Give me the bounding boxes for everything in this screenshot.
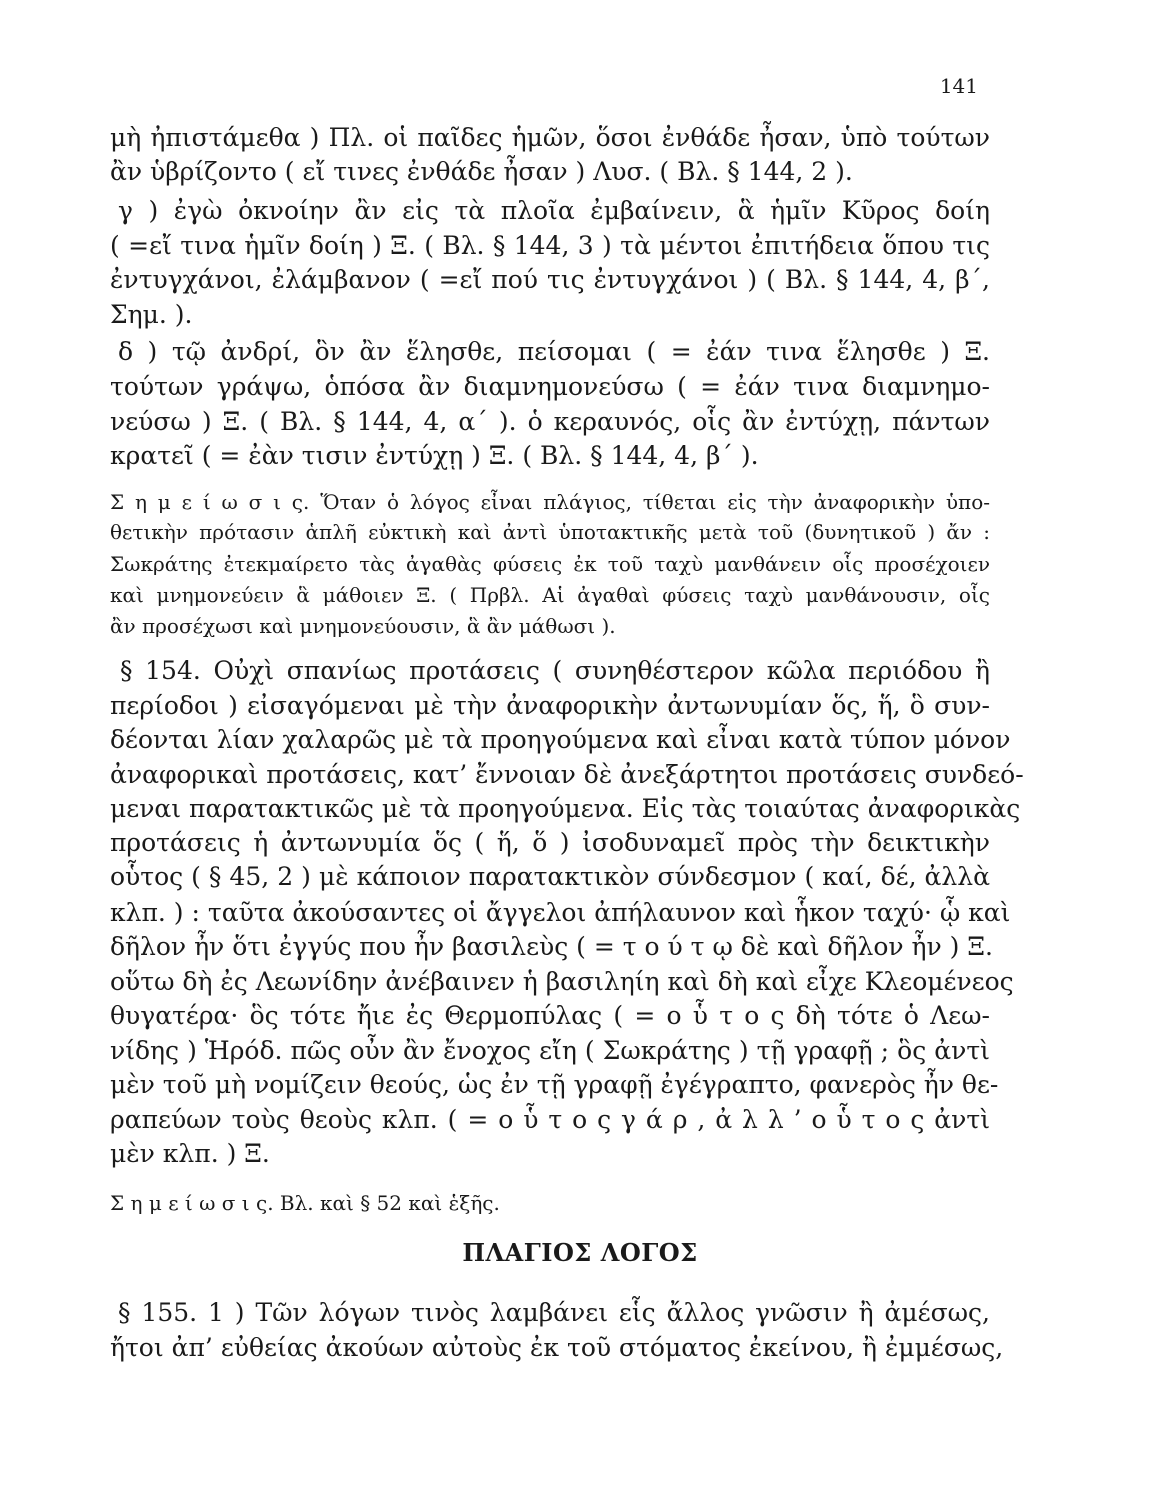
text-line: § 155. 1 ) Τῶν λόγων τινὸς λαμβάνει εἷς ἄλλος γνῶσιν ἢ ἀμέσως, bbox=[118, 1298, 990, 1327]
text-line: ἀναφορικαὶ προτάσεις, κατ’ ἔννοιαν δὲ ἀνεξάρτητοι προτάσεις συνδεό- bbox=[110, 760, 1024, 789]
text-line: δέονται λίαν χαλαρῶς μὲ τὰ προηγούμενα καὶ εἶναι κατὰ τύπον μόνον bbox=[110, 725, 1011, 754]
text-line: μεναι παρατακτικῶς μὲ τὰ προηγούμενα. Εἰς τὰς τοιαύτας ἀναφορικὰς bbox=[110, 794, 1021, 823]
text-line: ἂν ὑβρίζοντο ( εἴ τινες ἐνθάδε ἦσαν ) Λυσ. ( Βλ. § 144, 2 ). bbox=[110, 157, 853, 186]
note-line: θετικὴν πρότασιν ἁπλῆ εὐκτικὴ καὶ ἀντὶ ὑποτακτικῆς μετὰ τοῦ (δυνητικοῦ ) ἄν : bbox=[110, 520, 990, 544]
text-line: Σημ. ). bbox=[110, 300, 193, 329]
text-line: ( =εἴ τινα ἡμῖν δοίη ) Ξ. ( Βλ. § 144, 3 ) τὰ μέντοι ἐπιτήδεια ὅπου τις bbox=[110, 231, 990, 260]
text-line: δῆλον ἦν ὅτι ἐγγύς που ἦν βασιλεὺς ( = τ ο ύ τ ῳ δὲ καὶ δῆλον ἦν ) Ξ. bbox=[110, 932, 993, 961]
text-line: μὴ ἠπιστάμεθα ) Πλ. οἱ παῖδες ἡμῶν, ὅσοι ἐνθάδε ἦσαν, ὑπὸ τούτων bbox=[110, 123, 990, 152]
text-line: προτάσεις ἡ ἀντωνυμία ὅς ( ἥ, ὅ ) ἰσοδυναμεῖ πρὸς τὴν δεικτικὴν bbox=[110, 828, 990, 857]
section-heading: ΠΛΑΓΙΟΣ ΛΟΓΟΣ bbox=[462, 1238, 698, 1267]
note-line: ἂν προσέχωσι καὶ μνημονεύουσιν, ἃ ἂν μάθωσι ). bbox=[110, 614, 616, 638]
text-line: ἐντυγχάνοι, ἐλάμβανον ( =εἴ πού τις ἐντυγχάνοι ) ( Βλ. § 144, 4, β΄, bbox=[110, 265, 990, 294]
text-line: οὕτω δὴ ἐς Λεωνίδην ἀνέβαινεν ἡ βασιληίη καὶ δὴ καὶ εἶχε Κλεομένεος bbox=[110, 967, 1014, 996]
text-line: δ ) τῷ ἀνδρί, ὃν ἂν ἕλησθε, πείσομαι ( = ἐάν τινα ἕλησθε ) Ξ. bbox=[118, 337, 990, 366]
note-line: καὶ μνημονεύειν ἃ μάθοιεν Ξ. ( Πρβλ. Αἱ ἀγαθαὶ φύσεις ταχὺ μανθάνουσιν, οἷς bbox=[110, 583, 990, 607]
note-line: Σ η μ ε ί ω σ ι ς. Ὅταν ὁ λόγος εἶναι πλάγιος, τίθεται εἰς τὴν ἀναφορικὴν ὑπο- bbox=[110, 490, 990, 514]
text-line: νεύσω ) Ξ. ( Βλ. § 144, 4, α΄ ). ὁ κεραυνός, οἷς ἂν ἐντύχῃ, πάντων bbox=[110, 407, 990, 436]
text-line: περίοδοι ) εἰσαγόμεναι μὲ τὴν ἀναφορικὴν ἀντωνυμίαν ὅς, ἥ, ὃ συν- bbox=[110, 691, 990, 720]
text-line: θυγατέρα· ὃς τότε ἤιε ἐς Θερμοπύλας ( = ο ὗ τ ο ς δὴ τότε ὁ Λεω- bbox=[110, 1001, 990, 1030]
text-line: οὗτος ( § 45, 2 ) μὲ κάποιον παρατακτικὸν σύνδεσμον ( καί, δέ, ἀλλὰ bbox=[110, 862, 990, 891]
text-line: ραπεύων τοὺς θεοὺς κλπ. ( = ο ὗ τ ο ς γ ά ρ , ἀ λ λ ’ ο ὗ τ ο ς ἀντὶ bbox=[110, 1105, 990, 1134]
text-line: τούτων γράψω, ὁπόσα ἂν διαμνημονεύσω ( = ἐάν τινα διαμνημο- bbox=[110, 372, 990, 401]
text-line: μὲν τοῦ μὴ νομίζειν θεούς, ὡς ἐν τῇ γραφῇ ἐγέγραπτο, φανερὸς ἦν θε- bbox=[110, 1070, 999, 1099]
note-line: Σ η μ ε ί ω σ ι ς. Βλ. καὶ § 52 καὶ ἑξῆς. bbox=[110, 1191, 500, 1215]
text-line: γ ) ἐγὼ ὀκνοίην ἂν εἰς τὰ πλοῖα ἐμβαίνειν, ἃ ἡμῖν Κῦρος δοίη bbox=[118, 196, 990, 225]
text-line: κρατεῖ ( = ἐὰν τισιν ἐντύχῃ ) Ξ. ( Βλ. § 144, 4, β΄ ). bbox=[110, 441, 759, 470]
text-line: ἤτοι ἀπ’ εὐθείας ἀκούων αὐτοὺς ἐκ τοῦ στόματος ἐκείνου, ἢ ἐμμέσως, bbox=[110, 1333, 1004, 1362]
page-number: 141 bbox=[939, 74, 978, 98]
text-line: νίδης ) Ἡρόδ. πῶς οὖν ἂν ἔνοχος εἴη ( Σωκράτης ) τῇ γραφῇ ; ὃς ἀντὶ bbox=[110, 1036, 990, 1065]
text-line: μὲν κλπ. ) Ξ. bbox=[110, 1139, 270, 1168]
text-line: § 154. Οὐχὶ σπανίως προτάσεις ( συνηθέστερον κῶλα περιόδου ἢ bbox=[120, 656, 990, 685]
note-line: Σωκράτης ἐτεκμαίρετο τὰς ἀγαθὰς φύσεις ἐκ τοῦ ταχὺ μανθάνειν οἷς προσέχοιεν bbox=[110, 552, 990, 576]
text-line: κλπ. ) : ταῦτα ἀκούσαντες οἱ ἄγγελοι ἀπήλαυνον καὶ ἧκον ταχύ· ᾧ καὶ bbox=[110, 898, 1011, 927]
